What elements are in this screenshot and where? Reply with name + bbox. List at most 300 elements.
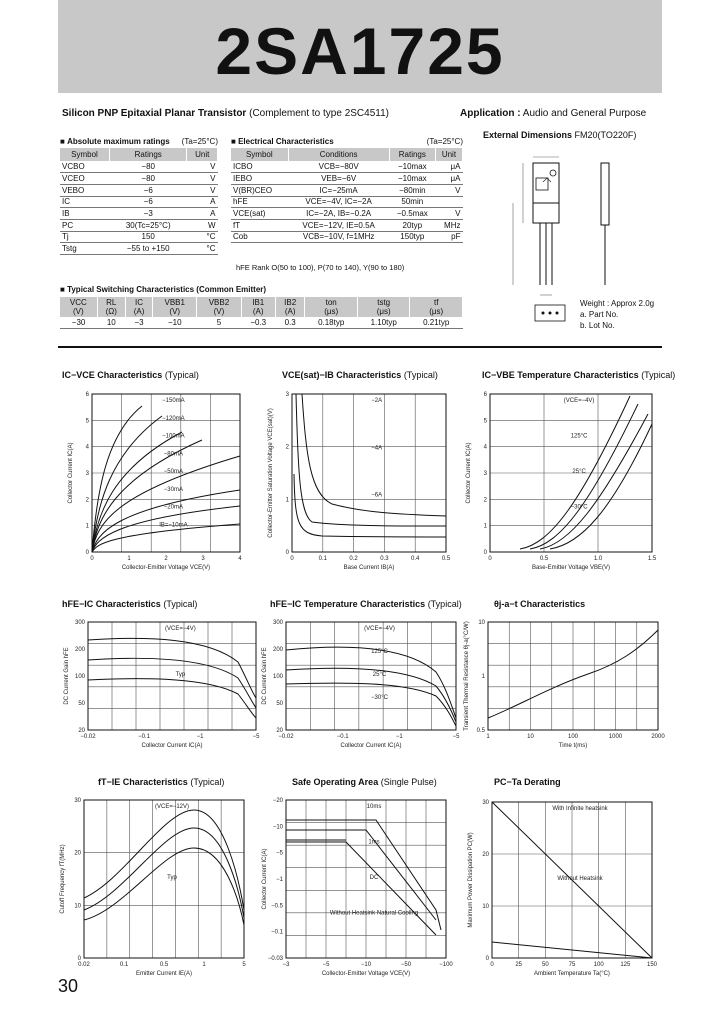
curve-label: (VCE=−12V) xyxy=(154,804,190,810)
header-symbol: tstg xyxy=(377,298,391,307)
x-tick-label: 100 xyxy=(567,734,579,740)
table-cell: °C xyxy=(187,243,218,255)
y-tick-label: 0 xyxy=(483,550,487,556)
chart-title-prefix: θj-a−t xyxy=(494,599,518,609)
table-cell: Tstg xyxy=(60,243,110,255)
header-unit: (A) xyxy=(252,307,264,316)
dimensions-heading: External Dimensions FM20(TO220F) xyxy=(483,130,637,140)
package-notes: Weight : Approx 2.0g a. Part No. b. Lot No. xyxy=(580,299,655,330)
header-symbol: RL xyxy=(106,298,117,307)
header-symbol: IB2 xyxy=(284,298,297,307)
x-tick-label: −5 xyxy=(252,734,260,740)
y-tick-label: 4 xyxy=(85,444,89,451)
table-cell: 30(Tc=25°C) xyxy=(110,219,187,231)
x-tick-label: 4 xyxy=(238,556,242,562)
table-cell: μA xyxy=(435,173,462,185)
x-tick-label: 0 xyxy=(488,556,492,562)
x-tick-label: −0.02 xyxy=(80,734,96,740)
chart-title-rest: Characteristics xyxy=(122,777,188,787)
y-axis-label: Collector Current IC(A) xyxy=(68,442,74,504)
table-cell: 150 xyxy=(110,231,187,243)
table-cell: pF xyxy=(435,231,462,243)
header-unit: (Ω) xyxy=(105,307,117,316)
table-cell: MHz xyxy=(435,219,462,231)
y-tick-label: 30 xyxy=(74,798,81,804)
table-cell: −80min xyxy=(389,184,435,196)
chart-title xyxy=(494,599,585,609)
table-row xyxy=(60,184,218,196)
device-type: Silicon PNP Epitaxial Planar Transistor xyxy=(62,108,247,119)
curve-label: 10ms xyxy=(366,804,382,810)
column-header: Conditions xyxy=(288,148,389,161)
chart-title-prefix: hFE−IC xyxy=(62,599,94,609)
data-curve xyxy=(530,404,638,549)
column-header xyxy=(125,297,152,317)
application-label: Application : xyxy=(460,108,521,119)
y-tick-label: 300 xyxy=(74,620,85,626)
table-row xyxy=(60,243,218,255)
table-cell: VCE=−4V, IC=−2A xyxy=(288,196,389,208)
chart-plot xyxy=(460,386,662,574)
x-axis-label: Collector-Emitter Voltage VCE(V) xyxy=(121,565,211,571)
x-tick-label: −50 xyxy=(400,962,412,968)
package-body xyxy=(533,163,559,203)
y-tick-label: 50 xyxy=(78,701,85,707)
chart-title-rest: Safe Operating Area xyxy=(292,777,379,787)
x-tick-label: −0.1 xyxy=(138,734,150,740)
switching-heading: ■ Typical Switching Characteristics (Common Emitter) xyxy=(60,285,267,294)
y-axis-label: Collector-Emitter Saturation Voltage VCE(sat)(V) xyxy=(268,408,274,538)
x-tick-label: −100 xyxy=(439,962,453,968)
curve-label: −50mA xyxy=(163,469,183,475)
header-unit: (V) xyxy=(213,307,225,316)
header-unit: (A) xyxy=(133,307,145,316)
curve-label: −30mA xyxy=(163,486,183,493)
y-axis-label: Cutoff Frequency fT(MHz) xyxy=(60,844,66,914)
table-cell: −30 xyxy=(60,317,97,329)
table-cell: −3 xyxy=(110,208,187,220)
y-axis-label: Collector Current IC(A) xyxy=(262,848,268,910)
table-cell: 10 xyxy=(97,317,125,329)
data-curve xyxy=(550,424,652,549)
curve-label: −30°C xyxy=(371,695,388,701)
column-header: Unit xyxy=(187,148,218,161)
x-tick-label: −5 xyxy=(452,734,460,740)
curve-label: 1ms xyxy=(368,839,380,846)
abs-max-heading: ■ Absolute maximum ratings (Ta=25°C) xyxy=(60,137,218,146)
x-tick-label: 50 xyxy=(541,962,549,968)
table-row xyxy=(60,208,218,220)
table-cell: 50min xyxy=(389,196,435,208)
chart-plot xyxy=(256,792,456,980)
y-tick-label: 1 xyxy=(85,523,89,530)
table-cell: IC=−2A, IB=−0.2A xyxy=(288,208,389,220)
x-tick-label: 1 xyxy=(127,556,131,562)
curve-label: (VCE=−4V) xyxy=(165,626,196,632)
x-axis-label: Collector Current IC(A) xyxy=(141,743,203,749)
y-tick-label: 300 xyxy=(272,620,283,626)
curve-label: IB=−10mA xyxy=(159,522,188,529)
table-cell: VCE(sat) xyxy=(231,208,288,220)
x-axis-label: Base-Emitter Voltage VBE(V) xyxy=(531,565,611,571)
y-tick-label: 1 xyxy=(483,523,487,530)
curve-label: 125°C xyxy=(570,433,588,440)
chart-title xyxy=(270,599,462,609)
x-tick-label: 0 xyxy=(490,962,494,968)
application-value: Audio and General Purpose xyxy=(522,108,647,119)
x-tick-label: 2 xyxy=(164,556,168,562)
x-axis-label: Collector Current IC(A) xyxy=(340,743,402,749)
x-tick-label: −3 xyxy=(282,962,290,968)
chart-title-prefix: PC−Ta xyxy=(494,777,522,787)
table-cell: −0.3 xyxy=(241,317,275,329)
y-tick-label: 0 xyxy=(485,956,489,962)
y-axis-label: Transient Thermal Resistance θj-a(°C/W) xyxy=(464,621,470,731)
table-cell xyxy=(435,196,462,208)
y-tick-label: 100 xyxy=(74,674,85,680)
y-tick-label: 20 xyxy=(74,850,81,857)
table-cell: V(BR)CEO xyxy=(231,184,288,196)
curve-label: −80mA xyxy=(163,451,183,458)
x-tick-label: 25 xyxy=(515,962,523,968)
y-tick-label: 1 xyxy=(285,497,289,504)
x-tick-label: 0 xyxy=(290,556,294,562)
x-tick-label: 0.2 xyxy=(349,556,358,562)
y-tick-label: −5 xyxy=(276,850,283,857)
plot-frame xyxy=(84,800,244,958)
table-cell: IB xyxy=(60,208,110,220)
y-tick-label: 0 xyxy=(85,550,89,556)
table-cell: V xyxy=(435,184,462,196)
column-header xyxy=(241,297,275,317)
column-header xyxy=(410,297,463,317)
table-cell: 20typ xyxy=(389,219,435,231)
table-cell: −10max xyxy=(389,173,435,185)
chart-plot xyxy=(62,386,250,574)
x-tick-label: 0.1 xyxy=(318,556,327,562)
data-curve xyxy=(286,839,436,935)
x-tick-label: −1 xyxy=(196,734,204,740)
data-curve xyxy=(540,414,648,549)
y-tick-label: 30 xyxy=(482,800,489,806)
column-header xyxy=(305,297,358,317)
column-header: Symbol xyxy=(231,148,288,161)
x-axis-label: Base Current IB(A) xyxy=(343,565,395,571)
table-cell: VCBO xyxy=(60,161,110,173)
table-cell: −10 xyxy=(153,317,197,329)
y-tick-label: 20 xyxy=(276,728,283,734)
header-unit: (μs) xyxy=(429,307,444,316)
x-tick-label: 0.5 xyxy=(159,962,169,968)
elec-table xyxy=(231,148,463,243)
chart-plot xyxy=(54,792,254,980)
chart-title-rest: Characteristics xyxy=(336,370,402,380)
x-axis-label: Collector-Emitter Voltage VCE(V) xyxy=(321,971,411,977)
y-tick-label: 6 xyxy=(483,392,487,398)
table-cell: −80 xyxy=(110,173,187,185)
x-tick-label: −1 xyxy=(395,734,403,740)
table-row xyxy=(231,219,463,231)
y-tick-label: 1 xyxy=(481,674,485,680)
y-tick-label: 50 xyxy=(276,701,283,707)
complement-note: (Complement to type 2SC4511) xyxy=(249,108,389,119)
curve-label: −4A xyxy=(371,445,383,452)
x-tick-label: 100 xyxy=(593,962,604,968)
table-cell: −3 xyxy=(125,317,152,329)
x-tick-label: 0.1 xyxy=(119,962,129,968)
chart-title xyxy=(482,370,675,380)
column-header: Unit xyxy=(435,148,462,161)
table-cell: V xyxy=(187,173,218,185)
chart-title-note: (Typical) xyxy=(427,599,462,609)
table-cell: IC=−25mA xyxy=(288,184,389,196)
x-tick-label: 0.02 xyxy=(78,962,90,968)
table-cell: 0.18typ xyxy=(305,317,358,329)
column-header: Symbol xyxy=(60,148,110,161)
chart-plot xyxy=(58,614,266,752)
curve-label: −20mA xyxy=(163,504,183,511)
column-header xyxy=(60,297,97,317)
header-symbol: ton xyxy=(325,298,337,307)
plot-frame xyxy=(88,622,256,730)
table-cell: A xyxy=(187,196,218,208)
table-cell: fT xyxy=(231,219,288,231)
y-tick-label: −10 xyxy=(272,824,283,831)
table-row xyxy=(60,161,218,173)
y-tick-label: 20 xyxy=(482,852,489,858)
table-row xyxy=(231,173,463,185)
header-symbol: VCC xyxy=(69,298,87,307)
table-cell: W xyxy=(187,219,218,231)
table-cell: −10max xyxy=(389,161,435,173)
x-tick-label: 1000 xyxy=(608,734,623,740)
chart-title-note: (Typical) xyxy=(164,370,199,380)
curve-label: (VCE=−4V) xyxy=(364,626,395,632)
chart-title-rest: Characteristics xyxy=(97,370,163,380)
table-cell: 0.21typ xyxy=(410,317,463,329)
chart-title-rest: Temperature Characteristics xyxy=(303,599,426,609)
chart-plot xyxy=(262,386,456,574)
table-cell: V xyxy=(435,208,462,220)
y-tick-label: −0.03 xyxy=(267,956,283,962)
curve-label: 125°C xyxy=(371,649,388,655)
y-tick-label: −0.5 xyxy=(271,903,283,910)
x-tick-label: 0.4 xyxy=(411,556,420,562)
curve-label: Typ xyxy=(175,672,186,678)
curve-label: −30°C xyxy=(570,504,588,511)
data-curve xyxy=(84,848,244,925)
table-cell: −6 xyxy=(110,196,187,208)
table-cell: IEBO xyxy=(231,173,288,185)
x-tick-label: 0.5 xyxy=(441,556,451,562)
chart-title-note: (Typical) xyxy=(190,777,225,787)
y-axis-label: DC Current Gain hFE xyxy=(262,647,268,705)
table-cell: °C xyxy=(187,231,218,243)
y-tick-label: 200 xyxy=(74,647,85,653)
curve-label: −120mA xyxy=(162,415,185,422)
table-cell: Tj xyxy=(60,231,110,243)
header-symbol: IB1 xyxy=(252,298,265,307)
table-cell: 150typ xyxy=(389,231,435,243)
data-curve xyxy=(286,830,436,920)
y-tick-label: 10 xyxy=(482,904,489,910)
curve-label: −150mA xyxy=(162,398,185,404)
chart-title-rest: Derating xyxy=(524,777,561,787)
x-tick-label: 0.3 xyxy=(380,556,389,562)
column-header xyxy=(275,297,305,317)
table-row xyxy=(231,184,463,196)
x-tick-label: 75 xyxy=(568,962,576,968)
table-cell: VEB=−6V xyxy=(288,173,389,185)
y-tick-label: 3 xyxy=(85,471,89,477)
x-tick-label: 150 xyxy=(646,962,658,968)
y-tick-label: 3 xyxy=(483,471,487,477)
x-tick-label: 0 xyxy=(90,556,94,562)
curve-label: DC xyxy=(369,875,379,881)
curve-label: −6A xyxy=(371,492,383,499)
y-axis-label: Maximum Power Dissipation PC(W) xyxy=(468,832,474,928)
column-header xyxy=(197,297,241,317)
y-tick-label: 2 xyxy=(483,497,487,504)
chart-title-prefix: IC−VBE xyxy=(482,370,515,380)
y-tick-label: 100 xyxy=(272,674,283,680)
table-row xyxy=(231,231,463,243)
y-tick-label: 20 xyxy=(78,728,85,734)
y-tick-label: −20 xyxy=(272,798,283,804)
y-tick-label: 0.5 xyxy=(476,728,485,734)
table-cell: −6 xyxy=(110,184,187,196)
header-unit: (V) xyxy=(169,307,181,316)
plot-frame xyxy=(286,622,456,730)
table-cell: PC xyxy=(60,219,110,231)
y-tick-label: −0.1 xyxy=(271,929,283,936)
y-tick-label: −1 xyxy=(276,877,283,883)
table-row xyxy=(60,219,218,231)
y-tick-label: 2 xyxy=(285,444,289,451)
x-tick-label: 1 xyxy=(202,962,206,968)
curve-label: 25°C xyxy=(572,469,586,475)
y-axis-label: DC Current Gain hFE xyxy=(64,647,70,705)
chart-title xyxy=(282,370,438,380)
chart-title-prefix: fT−IE xyxy=(98,777,121,787)
part-number-title: 2SA1725 xyxy=(215,14,505,88)
chart-plot xyxy=(462,794,662,980)
table-cell: VCB=−80V xyxy=(288,161,389,173)
title-banner xyxy=(58,0,662,93)
table-row xyxy=(231,161,463,173)
curve-label: With Infinite heatsink xyxy=(552,806,608,812)
table-cell: 0.3 xyxy=(275,317,305,329)
table-cell: IC xyxy=(60,196,110,208)
hfe-rank-note: hFE Rank O(50 to 100), P(70 to 140), Y(90 to 180) xyxy=(236,263,405,272)
curve-label: Without Heatsink Natural Cooling xyxy=(329,910,419,917)
data-curve xyxy=(286,683,456,726)
table-row xyxy=(231,208,463,220)
curve-label: 25°C xyxy=(372,672,387,678)
y-tick-label: 6 xyxy=(85,392,89,398)
x-tick-label: 125 xyxy=(620,962,631,968)
data-curve xyxy=(84,810,244,910)
chart-title-prefix: VCE(sat)−IB xyxy=(282,370,334,380)
chart-title-rest: Temperature Characteristics xyxy=(517,370,639,380)
table-cell: hFE xyxy=(231,196,288,208)
chart-title xyxy=(62,370,199,380)
table-cell: −80 xyxy=(110,161,187,173)
header-symbol: VBB2 xyxy=(208,298,230,307)
application xyxy=(460,108,646,119)
x-tick-label: 1.5 xyxy=(647,556,657,562)
column-header xyxy=(97,297,125,317)
chart-plot xyxy=(458,614,668,752)
header-symbol: VBB1 xyxy=(164,298,185,307)
x-axis-label: Time t(ms) xyxy=(558,743,588,749)
table-cell: V xyxy=(187,161,218,173)
x-tick-label: 0.5 xyxy=(539,556,549,562)
curve-label: −100mA xyxy=(162,433,185,440)
y-tick-label: 10 xyxy=(74,903,81,910)
plot-frame xyxy=(292,394,446,552)
curve-label: (VCE=−4V) xyxy=(563,398,595,404)
y-tick-label: 4 xyxy=(483,444,487,451)
table-cell: A xyxy=(187,208,218,220)
y-tick-label: 5 xyxy=(85,418,89,425)
x-axis-label: Emitter Current IE(A) xyxy=(135,971,193,977)
chart-title-note: (Single Pulse) xyxy=(380,777,437,787)
y-tick-label: 10 xyxy=(478,620,485,626)
curve-label: Without Heatsink xyxy=(557,876,603,882)
chart-title-prefix: IC−VCE xyxy=(62,370,95,380)
curve-label: −2A xyxy=(371,398,383,404)
chart-title xyxy=(62,599,197,609)
table-row xyxy=(231,196,463,208)
page-number: 30 xyxy=(58,976,79,996)
data-curve xyxy=(88,679,256,718)
header-unit: (A) xyxy=(284,307,296,316)
x-axis-label: Ambient Temperature Ta(°C) xyxy=(534,971,610,977)
header-symbol: IC xyxy=(135,298,144,307)
chart-title xyxy=(292,777,437,787)
x-tick-label: −10 xyxy=(360,962,372,968)
data-curve xyxy=(88,658,256,708)
column-header: Ratings xyxy=(389,148,435,161)
y-tick-label: 0 xyxy=(77,956,81,962)
chart-title-note: (Typical) xyxy=(403,370,438,380)
header-symbol: tf xyxy=(433,298,439,307)
table-cell: ICBO xyxy=(231,161,288,173)
data-curve xyxy=(296,394,446,526)
x-tick-label: 2000 xyxy=(651,734,665,740)
chart-title-rest: Characteristics xyxy=(520,599,586,609)
y-tick-label: 2 xyxy=(85,497,89,504)
section-divider xyxy=(58,346,662,348)
abs-max-table xyxy=(60,148,218,255)
elec-heading: ■ Electrical Characteristics (Ta=25°C) xyxy=(231,137,463,146)
table-cell: VCE=−12V, IE=0.5A xyxy=(288,219,389,231)
table-cell: Cob xyxy=(231,231,288,243)
chart-title-note: (Typical) xyxy=(163,599,198,609)
y-tick-label: 200 xyxy=(272,647,283,653)
x-tick-label: 3 xyxy=(201,556,205,562)
chart-title xyxy=(98,777,224,787)
switching-table xyxy=(60,297,463,329)
x-tick-label: 1.0 xyxy=(593,556,603,562)
header-unit: (V) xyxy=(72,307,84,316)
x-tick-label: −0.02 xyxy=(278,734,294,740)
data-curve xyxy=(294,474,446,537)
column-header xyxy=(357,297,410,317)
table-cell: V xyxy=(187,184,218,196)
data-curve xyxy=(88,638,256,698)
